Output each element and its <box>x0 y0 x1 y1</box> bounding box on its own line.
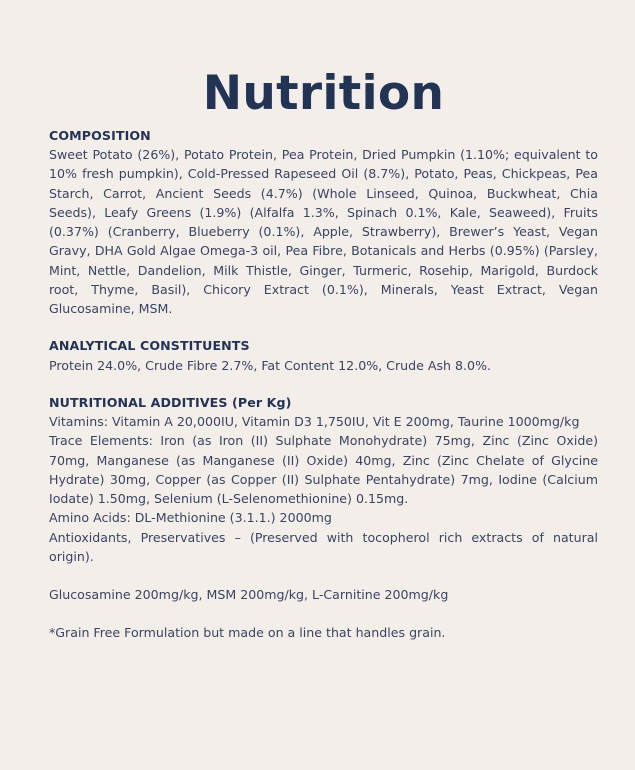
additives-heading: NUTRITIONAL ADDITIVES (Per Kg) <box>49 394 292 410</box>
trace-elements-text: Trace Elements: Iron (as Iron (II) Sulphate Monohydrate) 75mg, Zinc (Zinc Oxide) 70mg, Manganese (as Manganese (II) Oxide) 40mg, Zinc (Zinc Chelate of Glycine Hydrate) 30mg, Copper (as Copper (II) Sulphate Pentahydrate) 7mg, Iodine (Calcium Iodate) 1.50mg, Selenium (L-Selenomethionine) 0.15mg. <box>49 433 598 507</box>
composition-section <box>49 126 598 318</box>
vitamins-text: Vitamins: Vitamin A 20,000IU, Vitamin D3 1,750IU, Vit E 200mg, Taurine 1000mg/kg <box>49 414 580 430</box>
amino-acids-text: Amino Acids: DL-Methionine (3.1.1.) 2000mg <box>49 510 332 526</box>
composition-text: Sweet Potato (26%), Potato Protein, Pea Protein, Dried Pumpkin (1.10%; equivalent to 10% fresh pumpkin), Cold-Pressed Rapeseed Oil (8.7%), Potato, Peas, Chickpeas, Pea Starch, Carrot, Ancient Seeds (4.7%) (Whole Linseed, Quinoa, Buckwheat, Chia Seeds), Leafy Greens (1.9%) (Alfalfa 1.3%, Spinach 0.1%, Kale, Seaweed), Fruits (0.37%) (Cranberry, Blueberry (0.1%), Apple, Strawberry), Brewer’s Yeast, Vegan Gravy, DHA Gold Algae Omega-3 oil, Pea Fibre, Botanicals and Herbs (0.95%) (Parsley, Mint, Nettle, Dandelion, Milk Thistle, Ginger, Turmeric, Rosehip, Marigold, Burdock root, Thyme, Basil), Chicory Extract (0.1%), Minerals, Yeast Extract, Vegan Glucosamine, MSM. <box>49 147 598 317</box>
footnote-section <box>49 623 598 642</box>
footnote-text: *Grain Free Formulation but made on a line that handles grain. <box>49 625 446 641</box>
analytical-heading: ANALYTICAL CONSTITUENTS <box>49 338 250 354</box>
composition-heading: COMPOSITION <box>49 128 151 143</box>
analytical-section <box>49 336 598 374</box>
page-title: Nutrition <box>202 66 445 121</box>
analytical-text: Protein 24.0%, Crude Fibre 2.7%, Fat Content 12.0%, Crude Ash 8.0%. <box>49 357 492 373</box>
antioxidants-text: Antioxidants, Preservatives – (Preserved with tocopherol rich extracts of natural origin). <box>49 529 598 564</box>
additives-section <box>49 393 598 566</box>
supplements-text: Glucosamine 200mg/kg, MSM 200mg/kg, L-Carnitine 200mg/kg <box>49 587 449 603</box>
supplements-section <box>49 585 598 604</box>
